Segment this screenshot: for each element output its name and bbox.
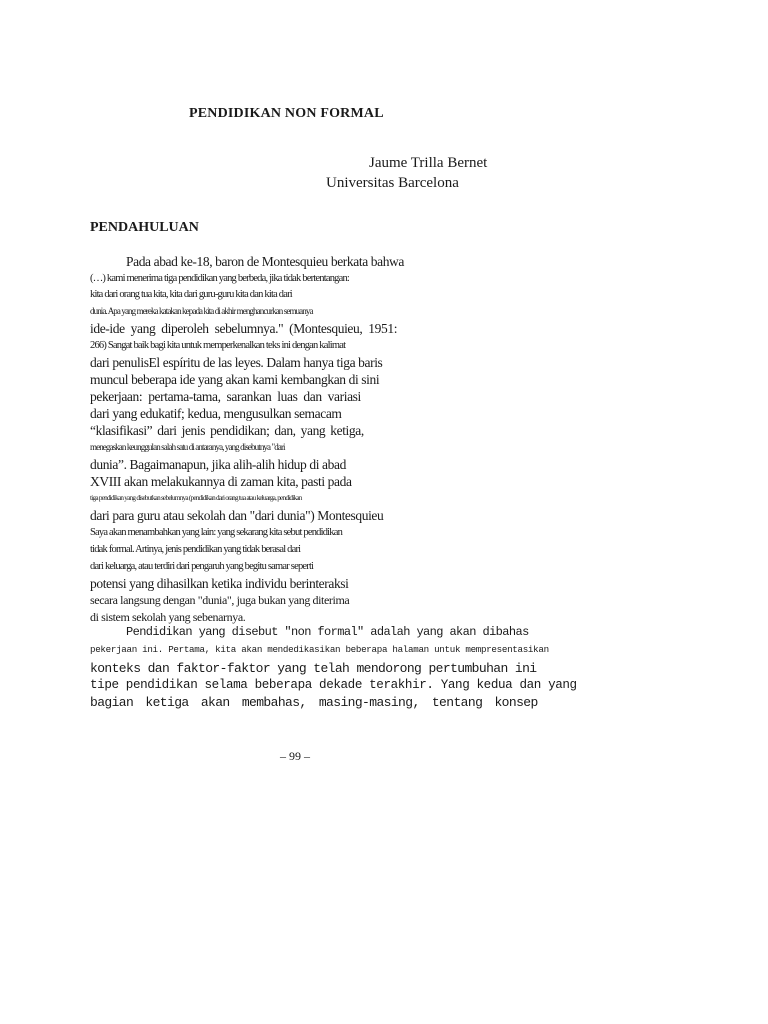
paragraph-line: dunia”. Bagaimanapun, jika alih-alih hidup di abad: [90, 457, 346, 472]
paragraph-line: XVIII akan melakukannya di zaman kita, pasti pada: [90, 474, 352, 489]
paragraph-line: menegaskan keunggulan salah satu di antaranya, yang disebutnya "dari: [90, 442, 285, 452]
paragraph-line: dari yang edukatif; kedua, mengusulkan semacam: [90, 406, 342, 421]
paragraph-line: konteks dan faktor-faktor yang telah mendorong pertumbuhan ini: [90, 661, 537, 676]
author-name: Jaume Trilla Bernet: [369, 155, 488, 171]
paragraph-line: tipe pendidikan selama beberapa dekade terakhir. Yang kedua dan yang: [90, 678, 577, 692]
paragraph-introduction: [90, 253, 404, 626]
paragraph-line: dari keluarga, atau terdiri dari pengaruh yang begitu samar seperti: [90, 561, 314, 572]
paragraph-line: pekerjaan ini. Pertama, kita akan mendedikasikan beberapa halaman untuk mempresentasikan: [90, 644, 549, 655]
section-heading: PENDAHULUAN: [90, 220, 199, 235]
paragraph-line: muncul beberapa ide yang akan kami kembangkan di sini: [90, 372, 380, 387]
paragraph-line: secara langsung dengan "dunia", juga bukan yang diterima: [90, 593, 350, 607]
paragraph-line: dunia. Apa yang mereka katakan kepada kita di akhir menghancurkan semuanya: [90, 306, 313, 316]
paragraph-line: (…) kami menerima tiga pendidikan yang berbeda, jika tidak bertentangan:: [90, 273, 350, 284]
author-affiliation: Universitas Barcelona: [326, 175, 459, 191]
paragraph-line: Pada abad ke-18, baron de Montesquieu berkata bahwa: [126, 254, 404, 269]
page-number: – 99 –: [280, 749, 310, 763]
paragraph-line: Pendidikan yang disebut "non formal" adalah yang akan dibahas: [126, 625, 529, 639]
paragraph-line: di sistem sekolah yang sebenarnya.: [90, 610, 246, 624]
paragraph-line: “klasifikasi” dari jenis pendidikan; dan, yang ketiga,: [90, 423, 364, 438]
paragraph-line: pekerjaan: pertama-tama, sarankan luas dan variasi: [90, 389, 361, 404]
paragraph-line: tidak formal. Artinya, jenis pendidikan yang tidak berasal dari: [90, 544, 301, 555]
paragraph-line: dari penulisEl espíritu de las leyes. Dalam hanya tiga baris: [90, 355, 383, 370]
paragraph-line: ide-ide yang diperoleh sebelumnya." (Montesquieu, 1951:: [90, 321, 398, 336]
paragraph-line: kita dari orang tua kita, kita dari guru-guru kita dan kita dari: [90, 289, 292, 300]
paragraph-non-formal: [90, 624, 577, 711]
paragraph-line: tiga pendidikan yang disebutkan sebelumnya (pendidikan dari orang tua atau keluarga, pendidikan: [90, 494, 302, 502]
paragraph-line: dari para guru atau sekolah dan "dari dunia") Montesquieu: [90, 508, 384, 523]
paragraph-line: 266) Sangat baik bagi kita untuk memperkenalkan teks ini dengan kalimat: [90, 340, 346, 351]
paragraph-line: bagian ketiga akan membahas, masing-masing, tentang konsep: [90, 695, 538, 710]
document-title: PENDIDIKAN NON FORMAL: [189, 106, 384, 121]
paragraph-line: Saya akan menambahkan yang lain: yang sekarang kita sebut pendidikan: [90, 527, 343, 538]
paragraph-line: potensi yang dihasilkan ketika individu berinteraksi: [90, 576, 349, 591]
